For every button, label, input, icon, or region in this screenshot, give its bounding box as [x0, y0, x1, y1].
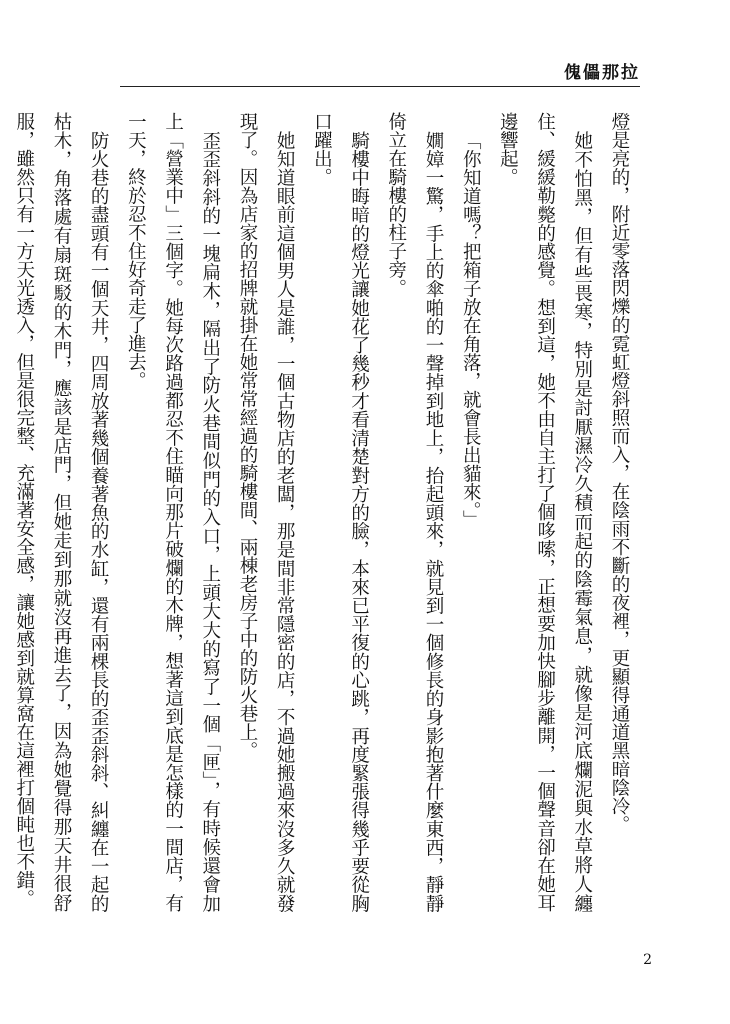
header-rule: [120, 86, 640, 87]
paragraph: 燈是亮的，附近零落閃爍的霓虹燈斜照而入，在陰雨不斷的夜裡，更顯得通道黑暗陰冷。: [609, 112, 630, 834]
text-body: [13, 112, 638, 912]
page-title: 傀儡那拉: [564, 63, 640, 83]
paragraph: 她不怕黑，但有些畏寒，特別是討厭濕冷久積而起的陰霉氣息，就像是河底爛泥與水草將人纏住、緩緩勒斃的感覺。想到這，她不由自主打了個哆嗦，正想要加快腳步離開，一個聲音卻在她耳邊響起。: [497, 112, 593, 912]
paragraph: 嫺嫜一驚，手上的傘啪的一聲掉到地上，抬起頭來，就見到一個修長的身影抱著什麼東西，靜靜倚立在騎樓的柱子旁。: [385, 112, 444, 912]
paragraph: 騎樓中晦暗的燈光讓她花了幾秒才看清楚對方的臉，本來已平復的心跳，再度緊張得幾乎要從胸口躍出。: [311, 112, 370, 912]
paragraph: 歪歪斜斜的一塊扁木，隔出了防火巷間似門的入口，上頭大大的寫了一個「匣」，有時候還會加上「營業中」三個字。她每次路過都忍不住瞄向那片破爛的木牌，想著這到底是怎樣的一間店，有一天，終於忍不住好奇走了進去。: [125, 112, 221, 912]
paragraph: 她知道眼前這個男人是誰，一個古物店的老闆，那是間非常隱密的店，不過她搬過來沒多久就發現了。因為店家的招牌就掛在她常常經過的騎樓間、兩棟老房子中的防火巷上。: [236, 112, 296, 912]
page-number: 2: [643, 952, 652, 968]
paragraph: 「你知道嗎？把箱子放在角落，就會長出貓來。」: [460, 130, 482, 529]
paragraph: 防火巷的盡頭有一個天井，四周放著幾個養著魚的水缸，還有兩棵長的歪歪斜斜、糾纏在一起的枯木，角落處有扇斑駁的木門，應該是店門，但她走到那就沒再進去了，因為她覺得那天井很舒服，雖然只有一方天光透入，但是很完整、充滿著安全感，讓她感到就算窩在這裡打個盹也不錯。: [13, 112, 110, 912]
